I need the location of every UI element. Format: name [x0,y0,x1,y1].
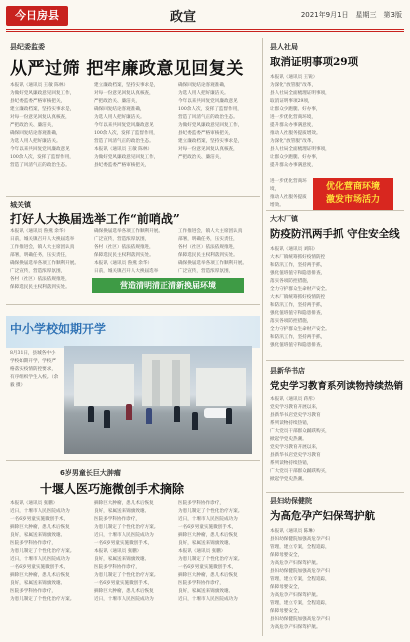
section-divider [6,196,260,197]
redbox-line1: 优化营商环境 [325,182,380,192]
section-divider [6,460,260,461]
article6-body: 本报讯（通讯员 蒋彤） 党史学习教育开展以来， 县新华书店党史学习教育 系列读物持续热销， 广大党员干部群众踊跃购买， 掀起学党史热潮。 党史学习教育开展以来， 县新华书店党史学习教育 系列读物持续热销， 广大党员干部群众踊跃购买， 掀起学党史热潮。 [270,397,330,482]
photo-caption: 8月31日，县城各中小学校如期开学，学校严格落实疫情防控要求，有序组织学生入校。（余毅 摄） [10,351,59,388]
article2-kicker: 城关镇 [10,201,31,209]
issue-info: 2021年9月1日 星期三 第3版 [300,11,402,19]
article5-kicker: 6岁男童长巨大肿瘤 [60,469,121,477]
section-divider [266,210,404,211]
school-opening-photo [64,346,252,454]
article1-body-col1: 本报讯（通讯员 王敏 陈林） 为做好党风廉政意见回复工作， 县纪委监委严格审核把关， 建立廉政档案，坚持实事求是， 对每一份意见回复认真核查， 严把政治关、廉洁关， 确保回复结论客观准确， 为选人用人把好廉洁关。 今年以来共回复党风廉政意见 100余人次，发挥了监督作用， 营造了风清气正的政治生态。 [10,83,75,168]
article2-headline: 打好人大换届选举工作“前哨战” [10,212,180,226]
header-rule [6,29,404,30]
article7-headline: 为高危孕产妇保驾护航 [270,510,375,522]
section-divider [6,304,260,305]
section-title: 政宣 [170,10,197,25]
redbox-line2: 激发市场活力 [325,195,380,205]
article1-kicker: 县纪委监委 [10,43,45,51]
section-divider [266,492,404,493]
article4-kicker: 大木厂镇 [270,215,298,223]
article2-body-col1: 本报讯（通讯员 鲁燕 余华） 日前，城关镇召开人大换届选举 工作推进会，镇人大主席团认真 部署，明确任务，压实责任， 确保换届选举各项工作顺利开展。 广泛宣传，营造浓厚氛围， 各村（社区）依法依规推进， 保障选民民主权利落到实处。 [10,229,79,290]
article5-body-col2: 摘除巨大肿瘤，患儿术后恢复 良好，家属送来锦旗致谢。 医院多学科协作诊疗， 为患儿制定了个性化治疗方案。 近日，十堰市人民医院成功为 一名6岁男童实施微创手术， 本报讯（通讯员 张鹏） 良好，家属送来锦旗致谢。 医院多学科协作诊疗， 为患儿制定了个性化治疗方案。 一名6岁男童实施微创手术， 摘除巨大肿瘤，患儿术后恢复 近日，十堰市人民医院成功为 [94,501,159,602]
header-rule-secondary [6,31,404,32]
article4-body: 本报讯（通讯员 刘阳） 大木厂镇统筹抓好疫情防控 和防汛工作，坚持两手抓， 强化值班值守和隐患排查， 落实各项防控措施， 全力守护群众生命财产安全。 大木厂镇统筹抓好疫情防控 和防汛工作，坚持两手抓， 强化值班值守和隐患排查， 落实各项防控措施， 全力守护群众生命财产安全。 和防汛工作，坚持两手抓， 强化值班值守和隐患排查， [270,247,330,348]
article5-headline: 十堰人医巧施微创手术摘除 [40,482,185,496]
article7-body: 本报讯（通讯员 陈琳） 县妇幼保健院加强高危孕产妇 管理，建立专案，全程追踪， 保障母婴安全， 为高危孕产妇保驾护航。 县妇幼保健院加强高危孕产妇 管理，建立专案，全程追踪， 保障母婴安全， 为高危孕产妇保驾护航。 管理，建立专案，全程追踪， 保障母婴安全， 县妇幼保健院加强高危孕产妇 为高危孕产妇保驾护航。 [270,529,330,630]
article5-body-col3: 医院多学科协作诊疗， 为患儿制定了个性化治疗方案。 近日，十堰市人民医院成功为 一名6岁男童实施微创手术， 摘除巨大肿瘤，患儿术后恢复 良好，家属送来锦旗致谢。 本报讯（通讯员 张鹏） 为患儿制定了个性化治疗方案。 一名6岁男童实施微创手术， 摘除巨大肿瘤，患儿术后恢复 医院多学科协作诊疗， 良好，家属送来锦旗致谢。 近日，十堰市人民医院成功为 [178,501,243,602]
article4-headline: 防疫防汛两手抓 守住安全线 [270,228,400,240]
article1-headline: 从严过筛 把牢廉政意见回复关 [10,59,244,79]
article3-body: 本报讯（通讯员 王锐） 为深化“放管服”改革， 县人社局全面梳理证明事项， 取消证明事项29项， 让群众少跑腿、好办事， 进一步优化营商环境， 提升群众办事满意度， 推动人社服务提质增效。 为深化“放管服”改革， 县人社局全面梳理证明事项， 让群众少跑腿、好办事， 提升群众办事满意度， [270,75,330,168]
article3-headline: 取消证明事项29项 [270,56,359,68]
article7-kicker: 县妇幼保健院 [270,497,312,505]
article6-kicker: 县新华书店 [270,367,305,375]
photo-band-title: 中小学校如期开学 [10,322,107,336]
article1-body-col3: 确保回复结论客观准确， 为选人用人把好廉洁关。 今年以来共回复党风廉政意见 100余人次，发挥了监督作用， 营造了风清气正的政治生态。 为做好党风廉政意见回复工作， 县纪委监委严格审核把关， 建立廉政档案，坚持实事求是， 对每一份意见回复认真核查， 严把政治关、廉洁关， [178,83,243,160]
article2-body-col2: 确保换届选举各项工作顺利开展。 广泛宣传，营造浓厚氛围， 各村（社区）依法依规推进， 保障选民民主权利落到实处。 本报讯（通讯员 鲁燕 余华） 日前，城关镇召开人大换届选举 [94,229,163,274]
business-environment-box [313,178,393,210]
article1-body-col2: 建立廉政档案，坚持实事求是， 对每一份意见回复认真核查， 严把政治关、廉洁关， 确保回复结论客观准确， 为选人用人把好廉洁关。 今年以来共回复党风廉政意见 100余人次，发挥了监督作用， 营造了风清气正的政治生态。 本报讯（通讯员 王敏 陈林） 为做好党风廉政意见回复工作， 县纪委监委严格审核把关， [94,83,159,168]
article5-body-col1: 本报讯（通讯员 张鹏） 近日，十堰市人民医院成功为 一名6岁男童实施微创手术， 摘除巨大肿瘤，患儿术后恢复 良好，家属送来锦旗致谢。 医院多学科协作诊疗， 为患儿制定了个性化治疗方案。 近日，十堰市人民医院成功为 一名6岁男童实施微创手术， 摘除巨大肿瘤，患儿术后恢复 良好，家属送来锦旗致谢。 医院多学科协作诊疗， 为患儿制定了个性化治疗方案。 [10,501,75,602]
article2-body-col3: 工作推进会，镇人大主席团认真 部署，明确任务，压实责任， 各村（社区）依法依规推进， 保障选民民主权利落到实处。 确保换届选举各项工作顺利开展。 广泛宣传，营造浓厚氛围， [178,229,247,274]
article6-headline: 党史学习教育系列读物持续热销 [270,381,404,392]
article3-kicker: 县人社局 [270,43,298,51]
campaign-banner: 营造清明清正清新换届环境 [92,278,244,293]
column-divider [262,38,263,636]
article3-body-tail: 进一步优化营商环境， 推动人社服务提质增效。 [270,179,307,208]
newspaper-logo: 今日房县 [6,6,68,26]
section-divider [266,360,404,361]
